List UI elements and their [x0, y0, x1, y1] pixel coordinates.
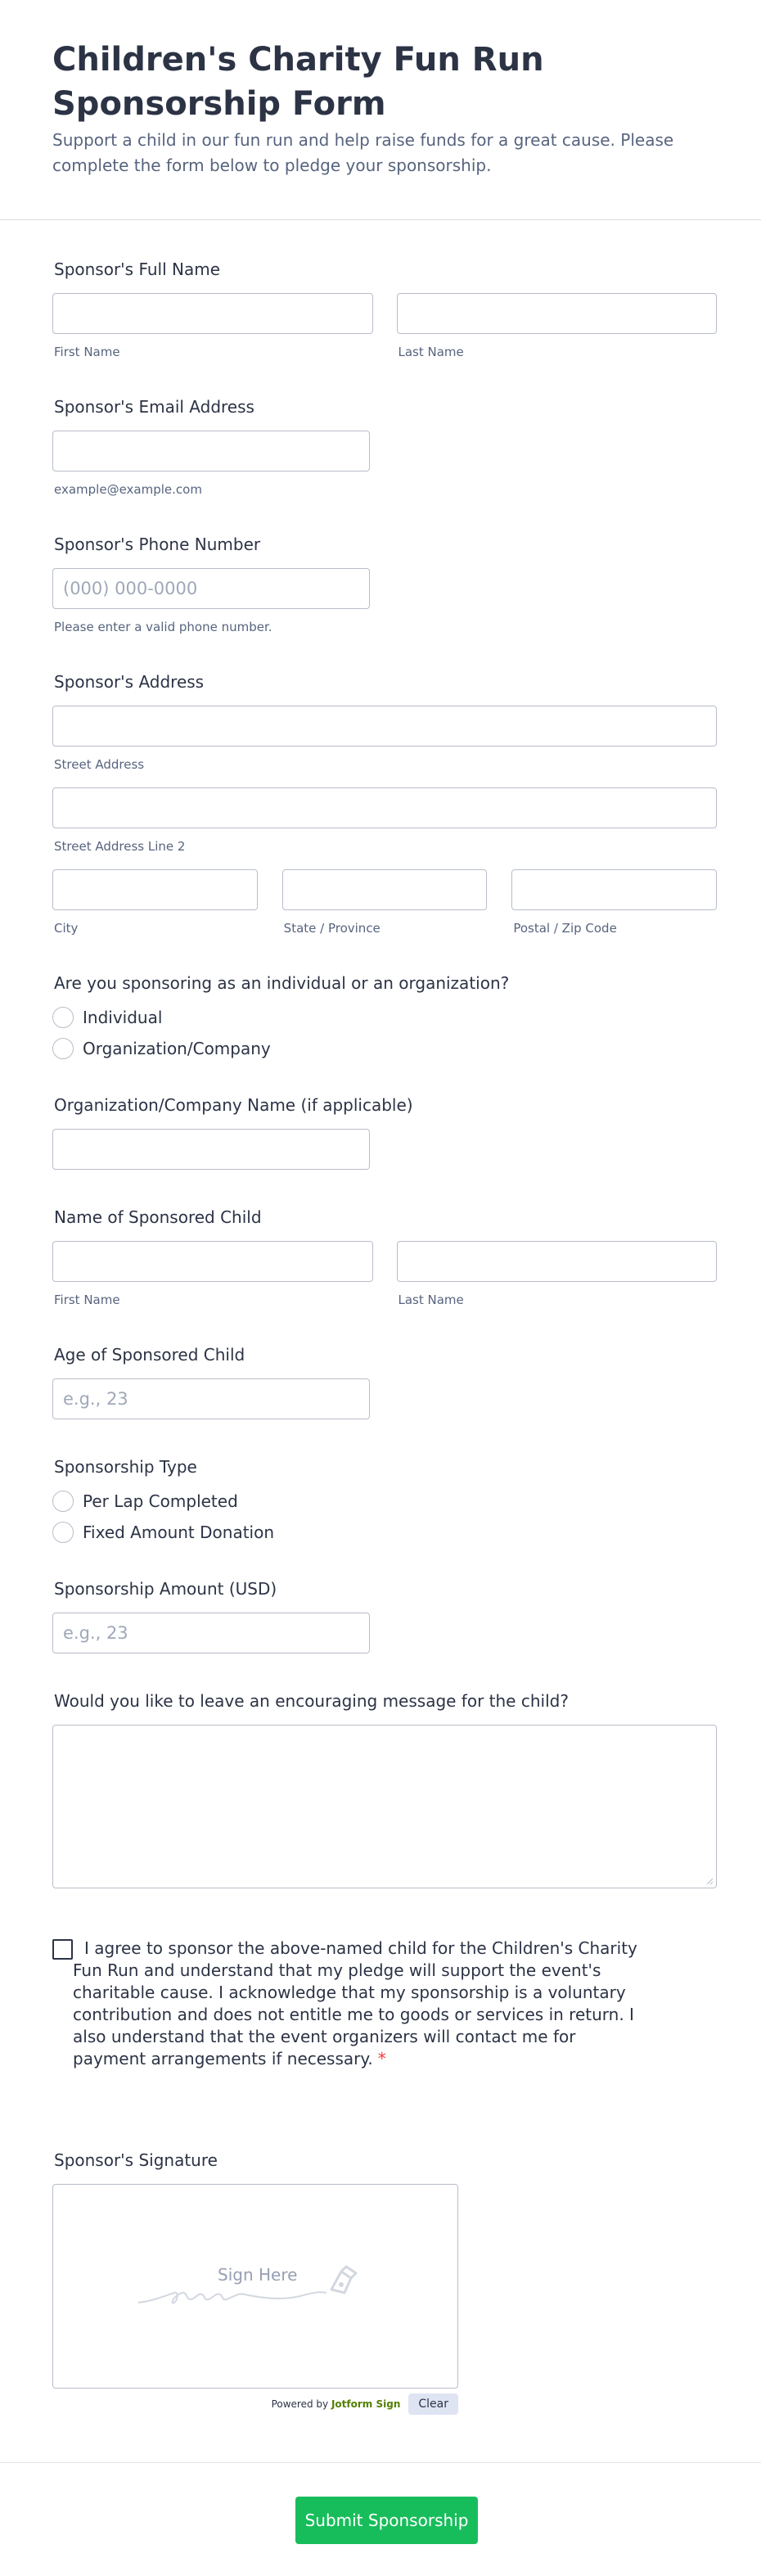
city-sublabel: City — [54, 921, 79, 936]
form-body — [0, 259, 761, 2415]
sponsor-email-sublabel: example@example.com — [54, 482, 202, 497]
city-input[interactable] — [52, 869, 258, 910]
consent-text — [52, 1938, 641, 2070]
submit-button[interactable]: Submit Sponsorship — [295, 2497, 478, 2544]
sponsor-phone-label: Sponsor's Phone Number — [54, 535, 261, 554]
sponsor-phone-question — [52, 535, 717, 634]
child-name-label: Name of Sponsored Child — [54, 1207, 262, 1227]
sponsor-last-name-sublabel: Last Name — [398, 345, 464, 359]
resize-grip-icon[interactable] — [705, 1877, 714, 1885]
sponsor-name-question — [52, 259, 717, 359]
state-sublabel: State / Province — [283, 921, 380, 936]
page-subtitle: Support a child in our fun run and help raise funds for a great cause. Please complete the form below to pledge your sponsorship. — [52, 130, 674, 175]
message-question — [52, 1691, 717, 1888]
radio-label: Individual — [83, 1008, 163, 1027]
radio-option-organization[interactable] — [52, 1033, 717, 1064]
radio-label: Organization/Company — [83, 1039, 271, 1058]
signature-question — [52, 2150, 717, 2415]
radio-option-fixed-amount[interactable] — [52, 1517, 717, 1548]
sponsor-phone-sublabel: Please enter a valid phone number. — [54, 620, 272, 634]
powered-by-label: Powered by — [271, 2398, 329, 2410]
child-age-input[interactable]: e.g., 23 — [52, 1378, 370, 1419]
message-label: Would you like to leave an encouraging message for the child? — [54, 1691, 569, 1711]
sponsor-address-question — [52, 672, 717, 936]
signature-placeholder: Sign Here — [218, 2265, 298, 2285]
radio-button[interactable] — [52, 1007, 74, 1028]
zip-input[interactable] — [511, 869, 717, 910]
clear-signature-button[interactable]: Clear — [408, 2393, 458, 2415]
sponsorship-amount-label: Sponsorship Amount (USD) — [54, 1579, 277, 1599]
sponsorship-type-label: Sponsorship Type — [54, 1457, 197, 1477]
street-address-line2-input[interactable] — [52, 787, 717, 828]
sponsorship-amount-input[interactable]: e.g., 23 — [52, 1613, 370, 1653]
sponsor-first-name-input[interactable] — [52, 293, 373, 334]
state-input[interactable] — [282, 869, 488, 910]
radio-button[interactable] — [52, 1491, 74, 1512]
sponsor-last-name-input[interactable] — [397, 293, 718, 334]
org-name-question — [52, 1095, 717, 1170]
sponsorship-amount-question — [52, 1579, 717, 1653]
radio-option-individual[interactable] — [52, 1002, 717, 1033]
sponsor-address-label: Sponsor's Address — [54, 672, 205, 692]
org-name-input[interactable] — [52, 1129, 370, 1170]
radio-option-per-lap[interactable] — [52, 1486, 717, 1517]
child-last-name-sublabel: Last Name — [398, 1293, 464, 1307]
org-name-label: Organization/Company Name (if applicable) — [54, 1095, 413, 1115]
signature-label: Sponsor's Signature — [54, 2150, 218, 2170]
sponsor-phone-input[interactable]: (000) 000-0000 — [52, 568, 370, 609]
child-last-name-input[interactable] — [397, 1241, 718, 1282]
child-age-label: Age of Sponsored Child — [54, 1345, 245, 1365]
radio-button[interactable] — [52, 1038, 74, 1059]
street-address-sublabel: Street Address — [54, 757, 145, 772]
zip-sublabel: Postal / Zip Code — [513, 921, 617, 936]
footer-divider — [0, 2462, 761, 2463]
child-first-name-input[interactable] — [52, 1241, 373, 1282]
radio-label: Fixed Amount Donation — [83, 1523, 275, 1542]
form-header — [0, 0, 761, 220]
sponsor-name-label: Sponsor's Full Name — [54, 259, 221, 279]
signature-footer — [52, 2393, 458, 2415]
radio-label: Per Lap Completed — [83, 1491, 238, 1511]
sponsor-first-name-sublabel: First Name — [54, 345, 120, 359]
sponsor-type-question — [52, 973, 717, 1064]
child-name-question — [52, 1207, 717, 1307]
radio-button[interactable] — [52, 1522, 74, 1543]
street-address-input[interactable] — [52, 706, 717, 747]
street-address-line2-sublabel: Street Address Line 2 — [54, 839, 186, 854]
sponsor-email-input[interactable] — [52, 431, 370, 471]
sponsor-type-label: Are you sponsoring as an individual or an organization? — [54, 973, 510, 993]
required-mark: * — [377, 2049, 386, 2068]
powered-by-text — [272, 2398, 401, 2410]
sponsor-email-label: Sponsor's Email Address — [54, 397, 254, 417]
child-age-question — [52, 1345, 717, 1419]
sponsor-email-question — [52, 397, 717, 497]
page-title: Children's Charity Fun Run Sponsorship Form — [52, 41, 544, 123]
consent-question — [52, 1938, 717, 2070]
signature-pad[interactable] — [52, 2184, 458, 2389]
jotform-sign-brand: Jotform Sign — [331, 2398, 401, 2410]
message-textarea[interactable] — [52, 1725, 717, 1888]
sponsorship-type-question — [52, 1457, 717, 1548]
consent-label: I agree to sponsor the above-named child for the Children's Charity Fun Run and understand that my pledge will support the event's charitable cause. I acknowledge that my sponsorship is a voluntary contribution and does not entitle me to goods or services in return. I also understand that the event organizers will contact me for payment arrangements if necessary. — [73, 1938, 637, 2068]
child-first-name-sublabel: First Name — [54, 1293, 120, 1307]
